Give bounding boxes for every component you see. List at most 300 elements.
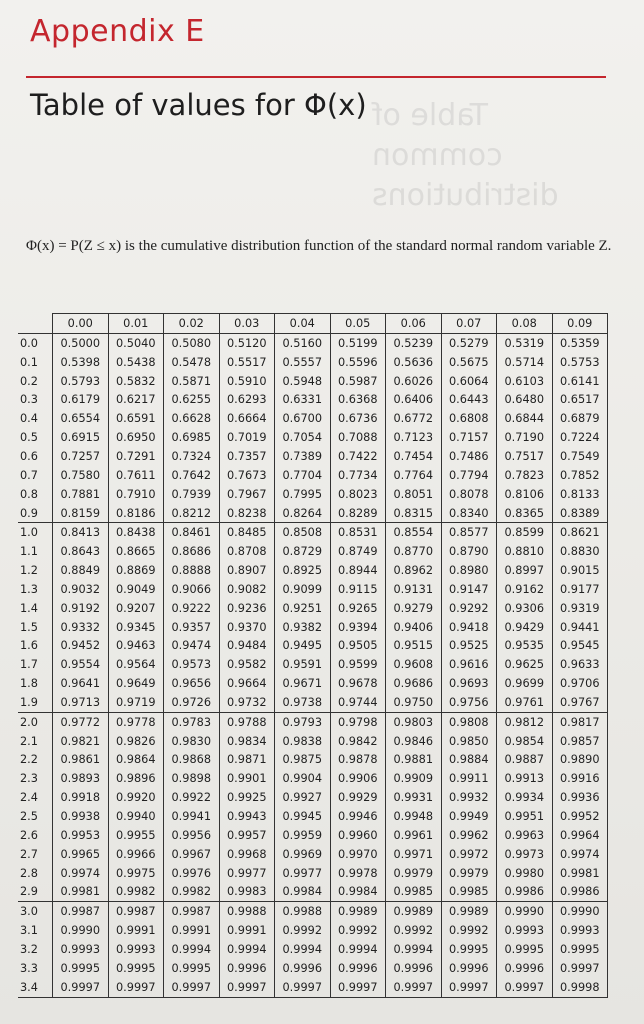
table-cell: 0.9927 [275,788,331,807]
table-cell: 0.8621 [552,523,608,542]
table-row [18,921,608,940]
table-cell: 0.9857 [552,732,608,751]
red-divider-rule [26,76,606,78]
table-cell: 0.7673 [219,466,275,485]
table-cell: 0.6950 [108,428,164,447]
table-cell: 0.8365 [497,504,553,523]
row-header-z: 0.0 [18,334,53,353]
table-cell: 0.8708 [219,542,275,561]
table-cell: 0.7190 [497,428,553,447]
table-cell: 0.8212 [164,504,220,523]
table-cell: 0.9793 [275,712,331,731]
table-cell: 0.9015 [552,561,608,580]
table-cell: 0.9641 [53,674,109,693]
table-cell: 0.9951 [497,807,553,826]
table-cell: 0.6915 [53,428,109,447]
row-header-z: 1.4 [20,601,38,615]
table-cell: 0.9987 [108,902,164,921]
table-cell: 0.8770 [386,542,442,561]
row-header-z: 2.7 [20,847,38,861]
table-cell: 0.9515 [386,637,442,656]
table-row [18,882,608,901]
table-cell: 0.9147 [441,580,497,599]
table-cell: 0.7995 [275,485,331,504]
table-cell: 0.9854 [497,732,553,751]
table-cell: 0.9946 [330,807,386,826]
table-cell: 0.9878 [330,751,386,770]
table-cell: 0.9995 [552,940,608,959]
table-cell: 0.5753 [552,353,608,372]
table-cell: 0.5359 [552,334,608,353]
table-cell: 0.9988 [219,902,275,921]
table-cell: 0.9767 [552,693,608,712]
table-cell: 0.8389 [552,504,608,523]
table-cell: 0.9995 [441,940,497,959]
table-cell: 0.9608 [386,655,442,674]
table-cell: 0.9671 [275,674,331,693]
phi-table [18,313,608,998]
table-cell: 0.6217 [108,391,164,410]
table-cell: 0.6879 [552,409,608,428]
table-cell: 0.8686 [164,542,220,561]
page-title: Table of values for Φ(x) [30,88,367,122]
table-cell: 0.7794 [441,466,497,485]
table-cell: 0.9896 [108,769,164,788]
table-cell: 0.8531 [330,523,386,542]
table-row [18,845,608,864]
table-cell: 0.8340 [441,504,497,523]
table-cell: 0.8925 [275,561,331,580]
table-cell: 0.9941 [164,807,220,826]
table-cell: 0.9993 [497,921,553,940]
table-cell: 0.8869 [108,561,164,580]
table-cell: 0.9505 [330,637,386,656]
table-cell: 0.9978 [330,864,386,883]
table-row [18,580,608,599]
table-cell: 0.9881 [386,751,442,770]
table-cell: 0.9345 [108,618,164,637]
table-cell: 0.9713 [53,693,109,712]
table-cell: 0.5000 [53,334,109,353]
table-cell: 0.9699 [497,674,553,693]
table-cell: 0.9973 [497,845,553,864]
table-cell: 0.9418 [441,618,497,637]
table-cell: 0.9967 [164,845,220,864]
table-cell: 0.8665 [108,542,164,561]
table-cell: 0.9948 [386,807,442,826]
table-cell: 0.6554 [53,409,109,428]
table-cell: 0.9887 [497,751,553,770]
table-cell: 0.9906 [330,769,386,788]
table-cell: 0.5438 [108,353,164,372]
table-cell: 0.6700 [275,409,331,428]
table-cell: 0.7422 [330,447,386,466]
table-cell: 0.9997 [53,978,109,997]
table-cell: 0.5948 [275,372,331,391]
table-cell: 0.9726 [164,693,220,712]
table-cell: 0.5987 [330,372,386,391]
table-cell: 0.5636 [386,353,442,372]
table-cell: 0.9990 [497,902,553,921]
table-cell: 0.9192 [53,599,109,618]
table-cell: 0.9706 [552,674,608,693]
table-row [18,391,608,410]
table-cell: 0.9929 [330,788,386,807]
table-cell: 0.9996 [386,959,442,978]
table-cell: 0.8438 [108,523,164,542]
table-cell: 0.9798 [330,712,386,731]
table-cell: 0.5478 [164,353,220,372]
table-cell: 0.8888 [164,561,220,580]
table-cell: 0.6141 [552,372,608,391]
table-cell: 0.6628 [164,409,220,428]
table-cell: 0.9995 [164,959,220,978]
row-header-z: 2.0 [18,712,53,731]
table-cell: 0.9952 [552,807,608,826]
table-cell: 0.8485 [219,523,275,542]
table-cell: 0.9382 [275,618,331,637]
table-cell: 0.9956 [164,826,220,845]
table-cell: 0.9997 [330,978,386,997]
table-cell: 0.6772 [386,409,442,428]
table-cell: 0.9441 [552,618,608,637]
row-header-z: 3.1 [20,924,38,938]
table-cell: 0.9991 [219,921,275,940]
table-cell: 0.6591 [108,409,164,428]
column-header: 0.03 [219,314,275,334]
table-cell: 0.9995 [497,940,553,959]
table-cell: 0.9861 [53,751,109,770]
table-cell: 0.9974 [552,845,608,864]
table-cell: 0.9207 [108,599,164,618]
table-cell: 0.7580 [53,466,109,485]
table-cell: 0.9633 [552,655,608,674]
table-cell: 0.9993 [108,940,164,959]
table-row [18,618,608,637]
table-cell: 0.9955 [108,826,164,845]
table-row [18,807,608,826]
table-row [18,674,608,693]
table-cell: 0.9943 [219,807,275,826]
table-row [18,466,608,485]
table-cell: 0.9994 [386,940,442,959]
table-cell: 0.9996 [275,959,331,978]
table-cell: 0.9997 [497,978,553,997]
row-header-z: 0.2 [20,374,38,388]
table-row [18,732,608,751]
table-cell: 0.9162 [497,580,553,599]
table-row [18,561,608,580]
table-cell: 0.7454 [386,447,442,466]
table-cell: 0.5675 [441,353,497,372]
row-header-z: 1.0 [18,523,53,542]
table-cell: 0.9032 [53,580,109,599]
table-cell: 0.9788 [219,712,275,731]
table-cell: 0.6103 [497,372,553,391]
table-cell: 0.9934 [497,788,553,807]
table-cell: 0.8289 [330,504,386,523]
table-cell: 0.8907 [219,561,275,580]
table-cell: 0.7910 [108,485,164,504]
appendix-label: Appendix E [30,14,205,49]
table-cell: 0.6808 [441,409,497,428]
table-cell: 0.8264 [275,504,331,523]
table-cell: 0.9963 [497,826,553,845]
table-cell: 0.5080 [164,334,220,353]
table-cell: 0.9082 [219,580,275,599]
table-cell: 0.8133 [552,485,608,504]
row-header-z: 0.5 [20,431,38,445]
table-cell: 0.9959 [275,826,331,845]
table-cell: 0.9495 [275,637,331,656]
table-cell: 0.7642 [164,466,220,485]
table-cell: 0.9901 [219,769,275,788]
table-cell: 0.9817 [552,712,608,731]
table-cell: 0.7764 [386,466,442,485]
row-header-z: 1.2 [20,564,38,578]
table-row [18,978,608,997]
table-cell: 0.9983 [219,882,275,901]
table-cell: 0.9846 [386,732,442,751]
table-cell: 0.5398 [53,353,109,372]
table-cell: 0.9893 [53,769,109,788]
table-cell: 0.9984 [330,882,386,901]
table-cell: 0.9990 [552,902,608,921]
table-cell: 0.7357 [219,447,275,466]
column-header: 0.02 [164,314,220,334]
table-cell: 0.9719 [108,693,164,712]
table-cell: 0.9904 [275,769,331,788]
table-cell: 0.9991 [108,921,164,940]
table-cell: 0.9920 [108,788,164,807]
table-cell: 0.9977 [219,864,275,883]
row-header-z: 0.4 [20,412,38,426]
table-cell: 0.9964 [552,826,608,845]
table-cell: 0.7324 [164,447,220,466]
table-cell: 0.8643 [53,542,109,561]
table-cell: 0.9279 [386,599,442,618]
table-row [18,542,608,561]
table-cell: 0.9966 [108,845,164,864]
row-header-z: 1.5 [20,620,38,634]
row-header-z: 0.8 [20,487,38,501]
table-cell: 0.5832 [108,372,164,391]
column-header: 0.09 [552,314,608,334]
table-cell: 0.9871 [219,751,275,770]
table-cell: 0.9909 [386,769,442,788]
table-cell: 0.5120 [219,334,275,353]
table-cell: 0.7019 [219,428,275,447]
table-cell: 0.9875 [275,751,331,770]
table-cell: 0.9996 [441,959,497,978]
table-cell: 0.9945 [275,807,331,826]
table-cell: 0.9994 [219,940,275,959]
table-cell: 0.9987 [53,902,109,921]
table-cell: 0.5714 [497,353,553,372]
table-cell: 0.9987 [164,902,220,921]
table-cell: 0.9957 [219,826,275,845]
table-cell: 0.9772 [53,712,109,731]
table-cell: 0.5596 [330,353,386,372]
table-cell: 0.9664 [219,674,275,693]
row-header-z: 2.9 [20,885,38,899]
table-cell: 0.9969 [275,845,331,864]
table-cell: 0.9981 [53,882,109,901]
table-cell: 0.5871 [164,372,220,391]
table-cell: 0.9976 [164,864,220,883]
table-cell: 0.9986 [552,882,608,901]
table-cell: 0.9842 [330,732,386,751]
table-cell: 0.9868 [164,751,220,770]
table-cell: 0.9979 [386,864,442,883]
table-cell: 0.8944 [330,561,386,580]
table-cell: 0.9931 [386,788,442,807]
table-cell: 0.9981 [552,864,608,883]
table-cell: 0.9936 [552,788,608,807]
column-header: 0.06 [386,314,442,334]
row-header-z: 1.8 [20,677,38,691]
table-cell: 0.9992 [386,921,442,940]
table-cell: 0.6480 [497,391,553,410]
table-cell: 0.9750 [386,693,442,712]
table-cell: 0.9932 [441,788,497,807]
table-cell: 0.8980 [441,561,497,580]
table-cell: 0.6179 [53,391,109,410]
row-header-z: 2.5 [20,810,38,824]
table-cell: 0.9997 [552,959,608,978]
table-cell: 0.9985 [441,882,497,901]
table-cell: 0.9545 [552,637,608,656]
table-cell: 0.9974 [53,864,109,883]
table-cell: 0.9803 [386,712,442,731]
table-cell: 0.7939 [164,485,220,504]
table-cell: 0.9222 [164,599,220,618]
table-cell: 0.9911 [441,769,497,788]
table-cell: 0.9525 [441,637,497,656]
table-cell: 0.9940 [108,807,164,826]
table-cell: 0.5239 [386,334,442,353]
table-cell: 0.6443 [441,391,497,410]
table-cell: 0.7486 [441,447,497,466]
table-cell: 0.8577 [441,523,497,542]
table-cell: 0.7704 [275,466,331,485]
table-row [18,826,608,845]
table-cell: 0.9992 [441,921,497,940]
table-cell: 0.8508 [275,523,331,542]
table-cell: 0.6331 [275,391,331,410]
table-cell: 0.5793 [53,372,109,391]
table-cell: 0.8051 [386,485,442,504]
table-cell: 0.9332 [53,618,109,637]
table-cell: 0.9099 [275,580,331,599]
table-cell: 0.9997 [441,978,497,997]
row-header-z: 1.9 [20,695,38,709]
table-cell: 0.9744 [330,693,386,712]
table-cell: 0.9292 [441,599,497,618]
table-cell: 0.9993 [552,921,608,940]
table-cell: 0.9997 [275,978,331,997]
table-cell: 0.5910 [219,372,275,391]
table-cell: 0.9049 [108,580,164,599]
table-row [18,959,608,978]
table-row [18,655,608,674]
table-cell: 0.5517 [219,353,275,372]
table-cell: 0.9131 [386,580,442,599]
row-header-z: 0.7 [20,468,38,482]
table-cell: 0.9982 [108,882,164,901]
table-cell: 0.9406 [386,618,442,637]
table-cell: 0.9977 [275,864,331,883]
table-cell: 0.9649 [108,674,164,693]
table-cell: 0.7157 [441,428,497,447]
row-header-z: 2.6 [20,828,38,842]
table-cell: 0.6064 [441,372,497,391]
table-cell: 0.9979 [441,864,497,883]
table-row [18,751,608,770]
table-cell: 0.9986 [497,882,553,901]
table-cell: 0.5279 [441,334,497,353]
table-cell: 0.9998 [552,978,608,997]
table-cell: 0.8078 [441,485,497,504]
table-cell: 0.9452 [53,637,109,656]
table-cell: 0.9599 [330,655,386,674]
table-cell: 0.9938 [53,807,109,826]
table-cell: 0.5040 [108,334,164,353]
table-cell: 0.8238 [219,504,275,523]
table-cell: 0.9463 [108,637,164,656]
table-cell: 0.9961 [386,826,442,845]
row-header-z: 1.6 [20,639,38,653]
table-cell: 0.9996 [497,959,553,978]
row-header-z: 0.3 [20,393,38,407]
table-cell: 0.7291 [108,447,164,466]
table-cell: 0.9394 [330,618,386,637]
table-cell: 0.9812 [497,712,553,731]
row-header-z: 1.7 [20,658,38,672]
table-cell: 0.9991 [164,921,220,940]
row-header-z: 2.4 [20,791,38,805]
table-cell: 0.8997 [497,561,553,580]
table-cell: 0.9925 [219,788,275,807]
table-cell: 0.7549 [552,447,608,466]
row-header-z: 0.1 [20,355,38,369]
table-cell: 0.9995 [53,959,109,978]
table-row [18,902,608,921]
table-cell: 0.9994 [164,940,220,959]
table-cell: 0.9988 [275,902,331,921]
table-cell: 0.9686 [386,674,442,693]
table-cell: 0.9993 [53,940,109,959]
table-cell: 0.8554 [386,523,442,542]
table-cell: 0.9834 [219,732,275,751]
table-cell: 0.9319 [552,599,608,618]
table-cell: 0.9890 [552,751,608,770]
table-row [18,940,608,959]
table-cell: 0.9989 [386,902,442,921]
table-cell: 0.9953 [53,826,109,845]
table-cell: 0.8599 [497,523,553,542]
table-cell: 0.9997 [164,978,220,997]
column-header-row [18,314,608,334]
table-cell: 0.9564 [108,655,164,674]
table-cell: 0.8106 [497,485,553,504]
table-cell: 0.9994 [275,940,331,959]
table-cell: 0.9554 [53,655,109,674]
table-cell: 0.9306 [497,599,553,618]
table-cell: 0.9821 [53,732,109,751]
row-header-z: 2.1 [20,734,38,748]
table-cell: 0.7257 [53,447,109,466]
